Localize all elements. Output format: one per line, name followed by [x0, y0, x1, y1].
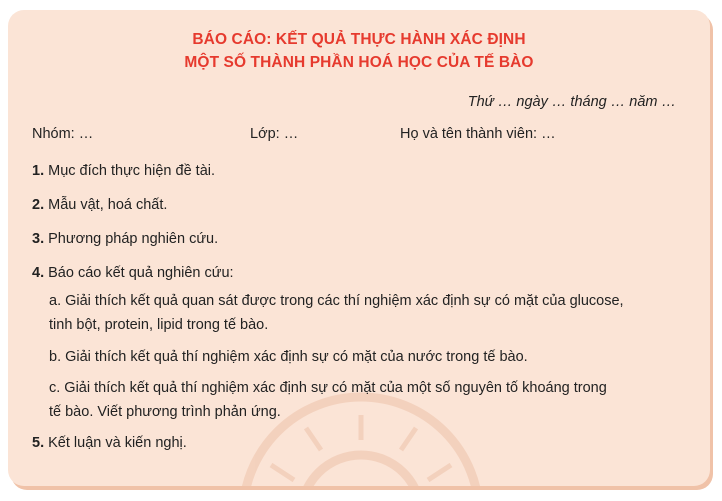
report-title: [8, 28, 710, 74]
list-item: 3. Phương pháp nghiên cứu.: [32, 231, 219, 247]
date-line: Thứ … ngày … tháng … năm …: [467, 94, 676, 110]
list-item: 1. Mục đích thực hiện đề tài.: [32, 163, 216, 179]
list-item: 2. Mẫu vật, hoá chất.: [32, 197, 168, 213]
class-label: Lớp: …: [250, 126, 299, 142]
report-card: [8, 10, 710, 486]
sub-item-b: b. Giải thích kết quả thí nghiệm xác định sự có mặt của nước trong tế bào.: [49, 349, 528, 365]
sub-item-a: a. Giải thích kết quả quan sát được trong các thí nghiệm xác định sự có mặt của glucose, tinh bột, protein, lipid trong tế bào.: [49, 293, 624, 333]
title-line-1: BÁO CÁO: KẾT QUẢ THỰC HÀNH XÁC ĐỊNH: [192, 31, 526, 48]
list-item: 5. Kết luận và kiến nghị.: [32, 435, 187, 451]
group-label: Nhóm: …: [32, 126, 94, 142]
sub-item-c: c. Giải thích kết quả thí nghiệm xác định sự có mặt của một số nguyên tố khoáng trong tế bào. Viết phương trình phản ứng.: [49, 380, 607, 420]
list-item: 4. Báo cáo kết quả nghiên cứu:: [32, 265, 234, 281]
members-label: Họ và tên thành viên: …: [400, 126, 556, 142]
title-line-2: MỘT SỐ THÀNH PHẦN HOÁ HỌC CỦA TẾ BÀO: [184, 54, 534, 71]
